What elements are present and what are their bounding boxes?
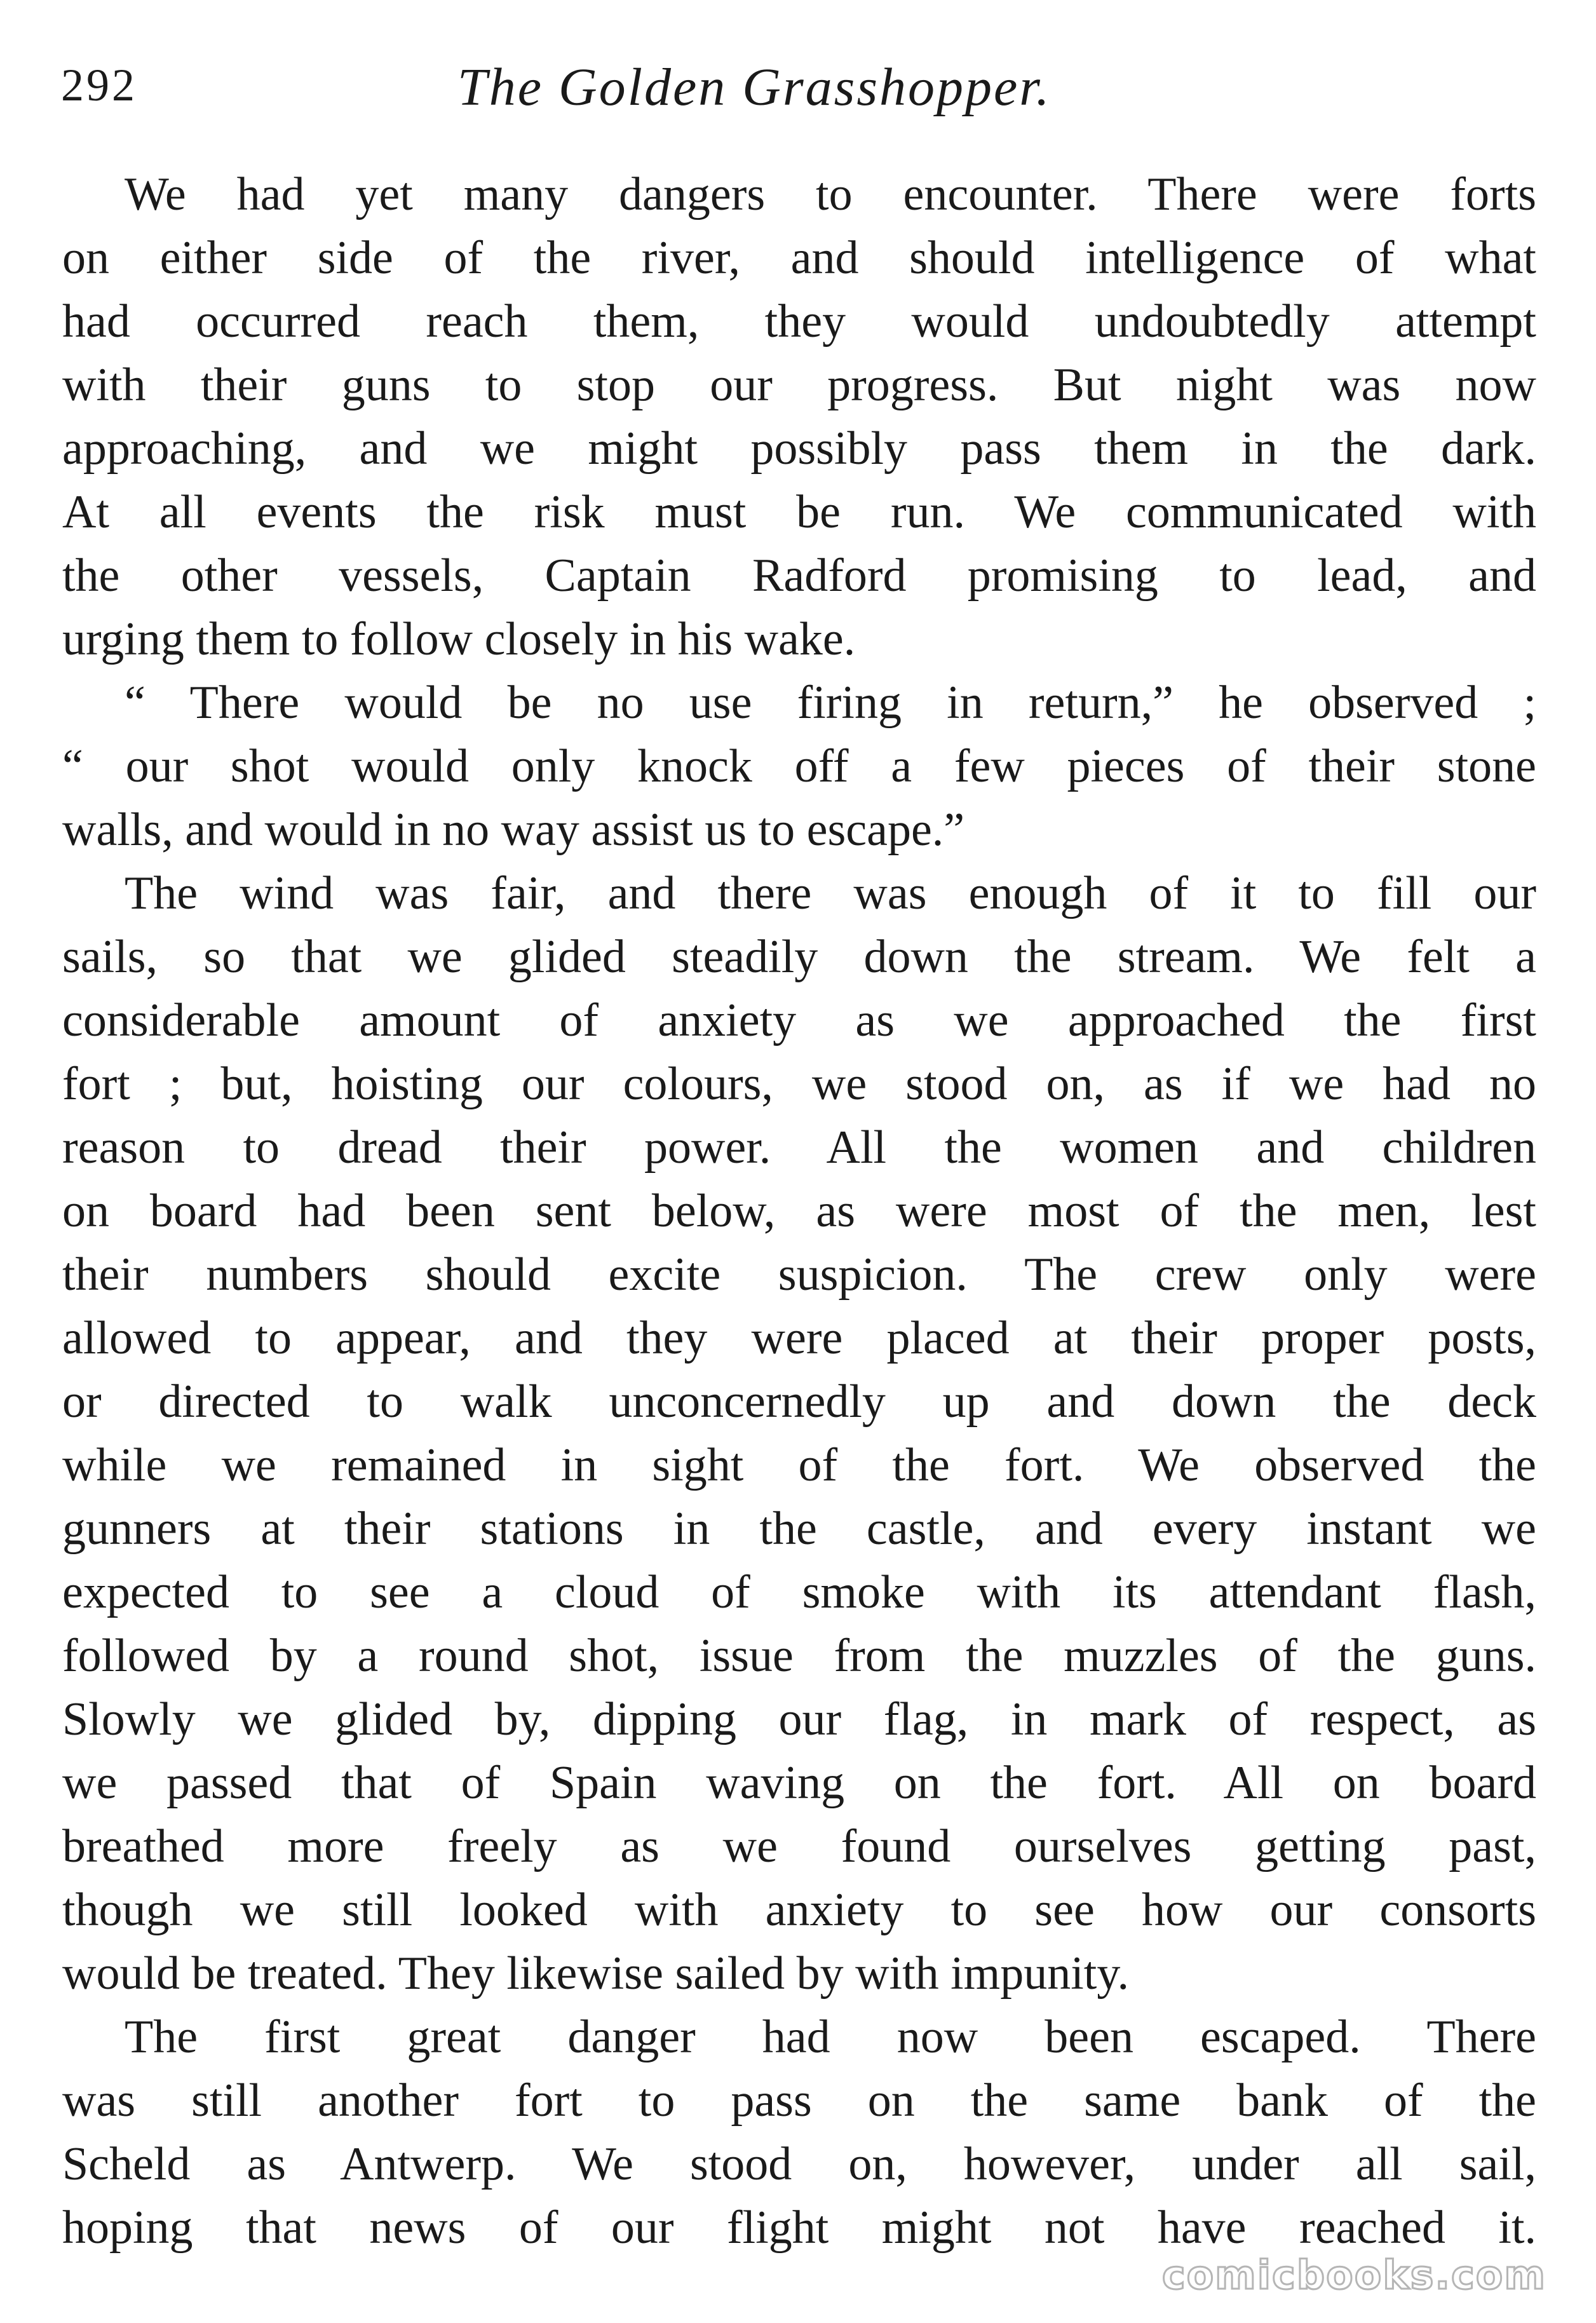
text-line: At all events the risk must be run. We communicated with xyxy=(62,486,1536,538)
paragraph-4 xyxy=(62,2005,1536,2259)
text-line: The wind was fair, and there was enough of it to fill our xyxy=(125,867,1536,919)
text-line: on board had been sent below, as were most of the men, lest xyxy=(62,1185,1536,1237)
text-line: sails, so that we glided steadily down the stream. We felt a xyxy=(62,931,1536,983)
text-line: We had yet many dangers to encounter. There were forts xyxy=(125,168,1536,220)
text-line: considerable amount of anxiety as we approached the first xyxy=(62,994,1536,1046)
paragraph-1 xyxy=(62,163,1536,671)
text-line: on either side of the river, and should intelligence of what xyxy=(62,232,1536,284)
text-line: with their guns to stop our progress. But night was now xyxy=(62,359,1536,411)
text-line: expected to see a cloud of smoke with its attendant flash, xyxy=(62,1566,1536,1618)
text-line: Scheld as Antwerp. We stood on, however, under all sail, xyxy=(62,2138,1536,2190)
text-line: “ There would be no use firing in return,” he observed ; xyxy=(125,677,1536,729)
text-line: was still another fort to pass on the same bank of the xyxy=(62,2075,1536,2127)
text-line: Slowly we glided by, dipping our flag, in mark of respect, as xyxy=(62,1693,1536,1745)
text-line: “ our shot would only knock off a few pieces of their stone xyxy=(62,740,1536,792)
text-line: we passed that of Spain waving on the fort. All on board xyxy=(62,1757,1536,1809)
running-title: The Golden Grasshopper. xyxy=(457,58,1052,117)
text-line: approaching, and we might possibly pass them in the dark. xyxy=(62,423,1536,475)
text-line: followed by a round shot, issue from the muzzles of the guns. xyxy=(62,1630,1536,1682)
body-text xyxy=(62,163,1536,2259)
paragraph-2 xyxy=(62,671,1536,862)
page-number: 292 xyxy=(61,60,137,111)
text-line: walls, and would in no way assist us to escape.” xyxy=(62,804,965,856)
text-line: while we remained in sight of the fort. We observed the xyxy=(62,1439,1536,1491)
text-line: gunners at their stations in the castle, and every instant we xyxy=(62,1503,1536,1555)
text-line: had occurred reach them, they would undoubtedly attempt xyxy=(62,295,1536,348)
text-line: The first great danger had now been escaped. There xyxy=(125,2011,1536,2063)
text-line: or directed to walk unconcernedly up and down the deck xyxy=(62,1376,1536,1428)
text-line: their numbers should excite suspicion. The crew only were xyxy=(62,1249,1536,1301)
text-line: hoping that news of our flight might not have reached it. xyxy=(62,2202,1536,2254)
text-line: though we still looked with anxiety to see how our consorts xyxy=(62,1884,1536,1936)
paragraph-3 xyxy=(62,862,1536,2005)
text-line: fort ; but, hoisting our colours, we stood on, as if we had no xyxy=(62,1058,1536,1110)
watermark-logo: comicbooks.com xyxy=(1161,2252,1546,2298)
text-line: would be treated. They likewise sailed by with impunity. xyxy=(62,1947,1130,2000)
text-line: the other vessels, Captain Radford promising to lead, and xyxy=(62,550,1536,602)
text-line: reason to dread their power. All the women and children xyxy=(62,1121,1536,1174)
text-line: allowed to appear, and they were placed at their proper posts, xyxy=(62,1312,1536,1364)
text-line: breathed more freely as we found ourselves getting past, xyxy=(62,1820,1536,1873)
text-line: urging them to follow closely in his wake. xyxy=(62,613,856,665)
